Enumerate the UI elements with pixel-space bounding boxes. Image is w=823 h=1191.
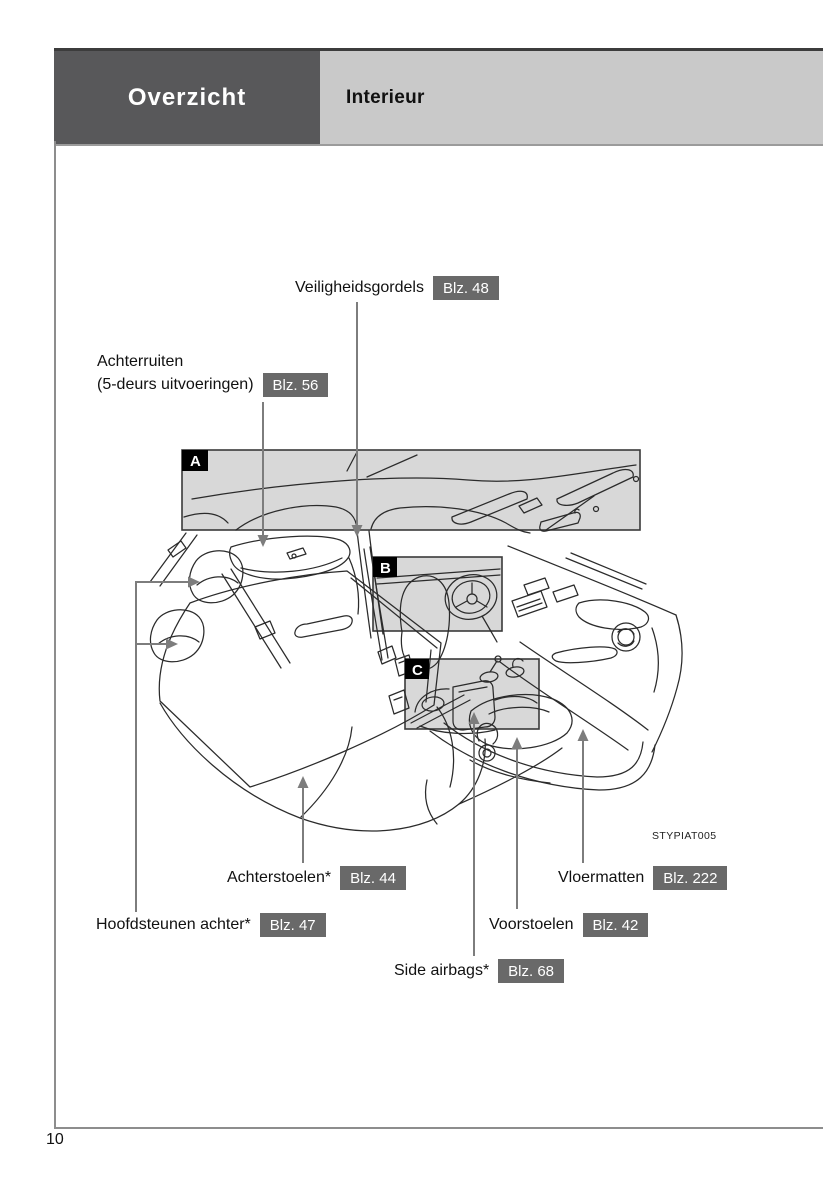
page-ref-badge: Blz. 44 <box>340 866 406 890</box>
leader-achterstoelen <box>298 776 309 863</box>
section-label: Overzicht <box>127 83 247 111</box>
page-ref-badge: Blz. 222 <box>653 866 727 890</box>
panel-chip-a <box>182 450 208 471</box>
page-ref-badge: Blz. 47 <box>260 913 326 937</box>
callout-side-airbags <box>394 959 564 983</box>
callout-label: Voorstoelen <box>489 916 574 933</box>
page-ref-badge: Blz. 56 <box>263 373 329 397</box>
page-number: 10 <box>46 1131 64 1148</box>
panel-letter-c: C <box>412 662 423 679</box>
callout-achterstoelen <box>227 866 406 890</box>
panel-chip-b <box>373 557 397 577</box>
callout-label: Achterruiten <box>97 353 184 370</box>
leader-side-airbags <box>469 712 480 956</box>
figure-code: STYPIAT005 <box>652 830 717 842</box>
callout-label: Veiligheidsgordels <box>295 279 424 296</box>
callout-vloermatten <box>558 866 727 890</box>
callout-hoofdsteunen-achter <box>96 913 326 937</box>
callout-veiligheidsgordels <box>295 276 499 300</box>
page-title: Interieur <box>346 86 425 108</box>
panel-chip-c <box>405 659 429 679</box>
callout-voorstoelen <box>489 913 648 937</box>
page-ref-badge: Blz. 42 <box>583 913 649 937</box>
panel-letter-a: A <box>190 453 201 470</box>
page-ref-badge: Blz. 68 <box>498 959 564 983</box>
callout-label: Achterstoelen* <box>227 869 332 886</box>
callout-label-line2: (5-deurs uitvoeringen) <box>97 376 254 393</box>
page-ref-badge: Blz. 48 <box>433 276 499 300</box>
callout-achterruiten <box>97 351 328 397</box>
leader-vloermatten <box>578 729 589 863</box>
callout-label: Hoofdsteunen achter* <box>96 916 251 933</box>
callout-label: Side airbags* <box>394 962 490 979</box>
panel-letter-b: B <box>380 560 391 577</box>
callout-label: Vloermatten <box>558 869 645 886</box>
